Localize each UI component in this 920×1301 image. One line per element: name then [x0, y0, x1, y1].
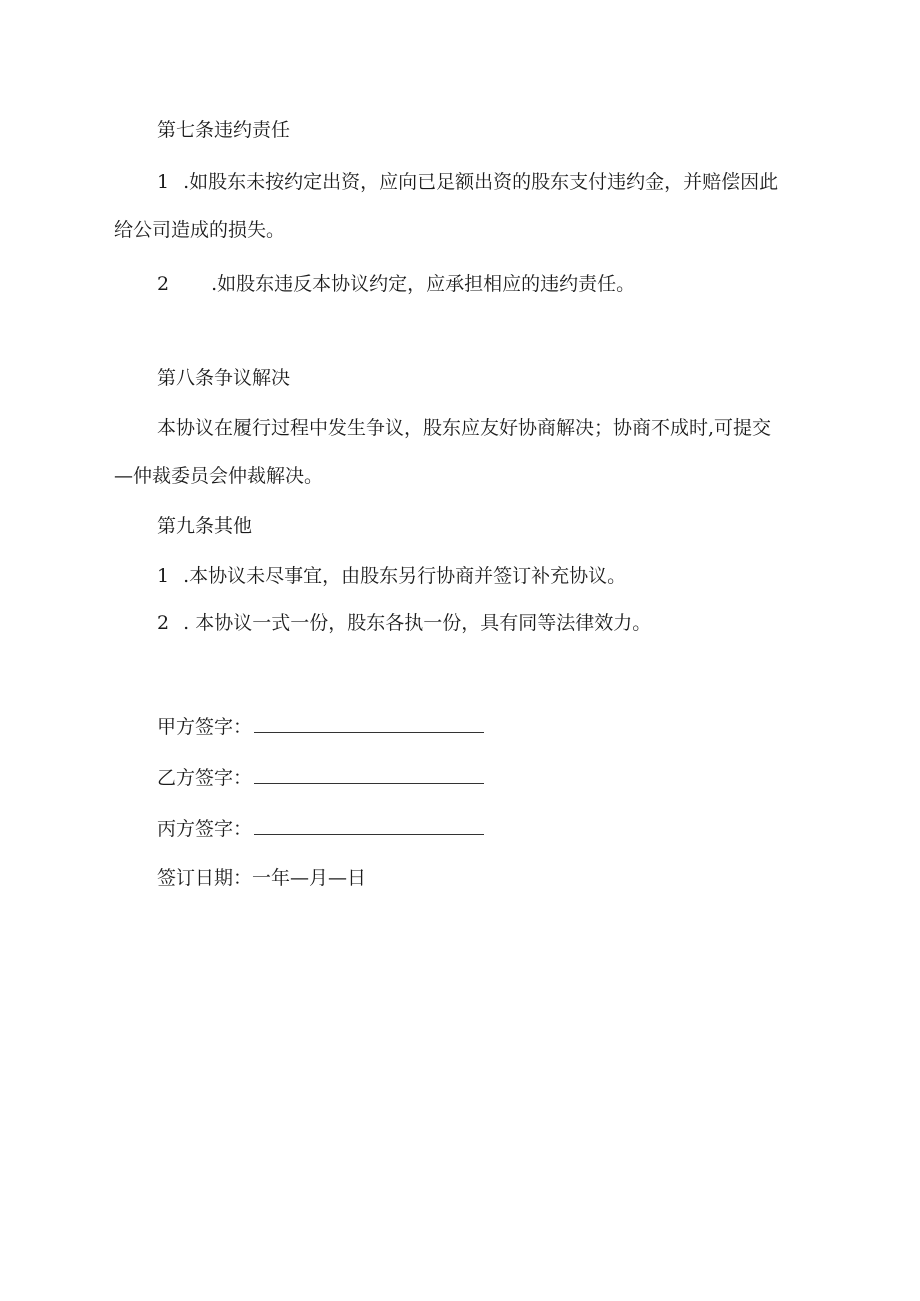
article-7-item-1-continued: 给公司造成的损失。	[114, 219, 286, 241]
signature-party-c-line[interactable]	[254, 816, 484, 835]
article-7-item-2-number: 2	[157, 273, 170, 295]
signature-party-a-line[interactable]	[254, 714, 484, 733]
signature-party-b-line[interactable]	[254, 765, 484, 784]
article-9-item-2	[157, 611, 651, 635]
article-7-item-1	[157, 170, 778, 194]
signature-party-c	[157, 816, 484, 841]
signature-party-a	[157, 714, 484, 739]
article-7-item-2-text: .如股东违反本协议约定，应承担相应的违约责任。	[211, 273, 636, 295]
article-9-item-2-number: 2	[157, 612, 170, 634]
signature-party-a-label: 甲方签字：	[157, 716, 253, 738]
signature-party-b-label: 乙方签字：	[157, 767, 253, 789]
article-9-item-1-text: .本协议未尽事宜，由股东另行协商并签订补充协议。	[183, 565, 627, 587]
signing-date	[157, 866, 366, 890]
article-9-heading: 第九条其他	[157, 515, 253, 537]
signing-date-value: 一年—月—日	[252, 867, 367, 889]
article-9-item-1-number: 1	[157, 565, 170, 587]
article-7-heading: 第七条违约责任	[157, 119, 291, 141]
signature-party-c-label: 丙方签字：	[157, 818, 253, 840]
article-8-paragraph: 本协议在履行过程中发生争议，股东应友好协商解决；协商不成时,可提交	[157, 417, 772, 439]
article-7-item-1-text: .如股东未按约定出资，应向已足额出资的股东支付违约金，并赔偿因此	[183, 171, 779, 193]
article-8-paragraph-continued: —仲裁委员会仲裁解决。	[114, 465, 324, 487]
article-9-item-1	[157, 564, 626, 588]
article-9-item-2-text: . 本协议一式一份，股东各执一份，具有同等法律效力。	[183, 612, 652, 634]
signature-party-b	[157, 765, 484, 790]
article-7-item-2	[157, 272, 635, 296]
article-8-heading: 第八条争议解决	[157, 367, 291, 389]
article-7-item-1-number: 1	[157, 171, 170, 193]
signing-date-label: 签订日期：	[157, 867, 253, 889]
